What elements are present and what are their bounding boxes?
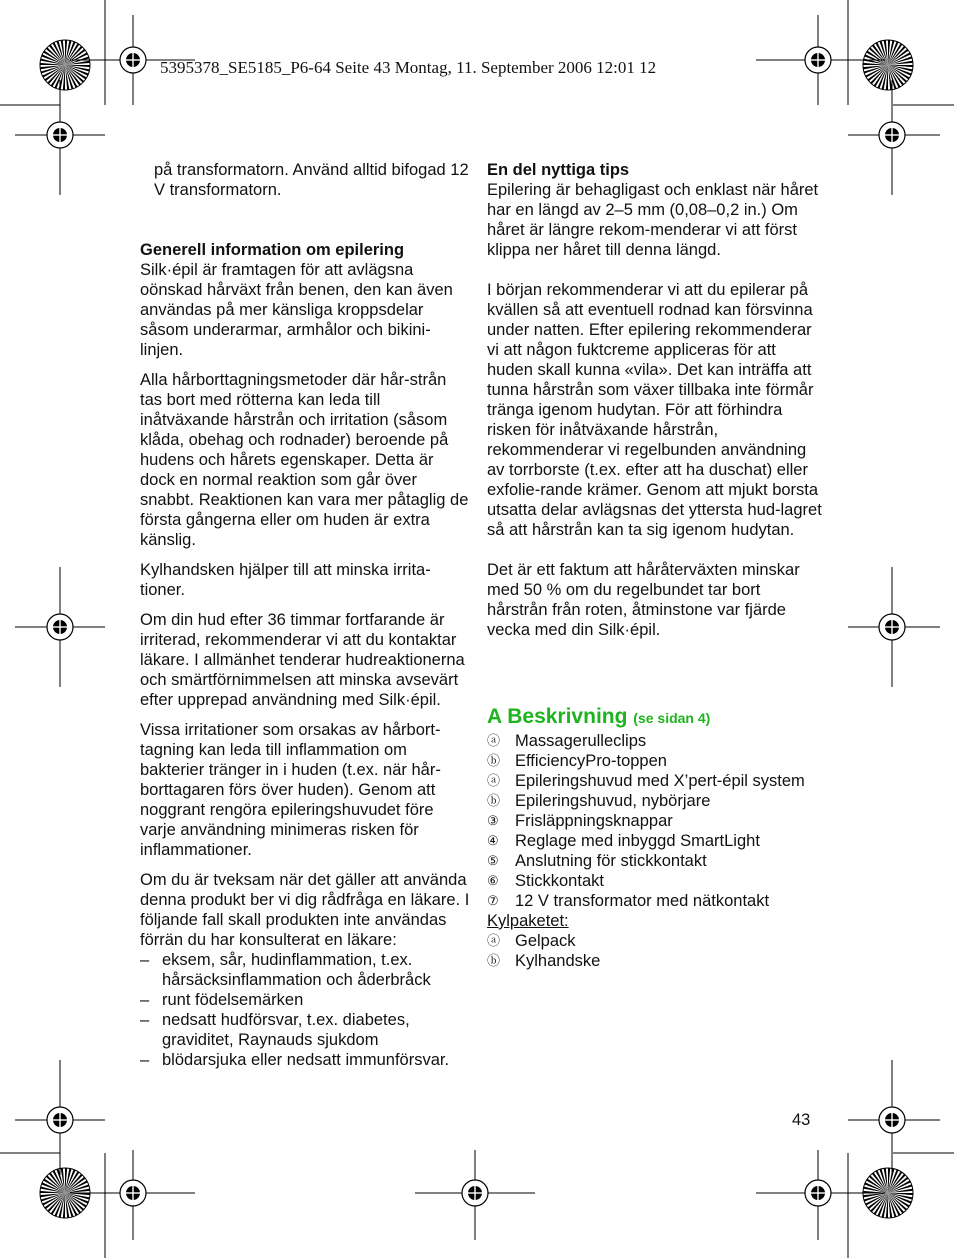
part-number: ⓐ [487, 773, 501, 788]
part-number: ③ [487, 813, 499, 828]
starburst-target [863, 40, 913, 90]
part-number: ⓑ [487, 753, 501, 768]
list-item: – eksem, sår, hudinflammation, t.ex. hårsäcksinflammation och åderbråck [140, 951, 431, 989]
paragraph: Kylhandsken hjälper till att minska irrita-tioner. [140, 561, 431, 599]
paragraph: Om du är tveksam när det gäller att använda denna produkt ber vi dig rådfråga en läkare. I följande fall skall produkten inte användas förrän du har konsulterat en läkare: [140, 871, 470, 949]
intro-text: på transformatorn. Använd alltid bifogad 12 V transformatorn. [154, 161, 469, 199]
paragraph: Det är ett faktum att håråterväxten minskar med 50 % om du regelbundet tar bort hårstrån från roten, åtminstone var fjärde vecka med din Silk·épil. [487, 561, 800, 639]
list-item: ⓐ Gelpack [487, 932, 576, 950]
list-item: ⓐ Epileringshuvud med X’pert-épil system [487, 772, 805, 790]
list-item: – runt födelsemärken [140, 991, 304, 1009]
list-item: ⓑ EfficiencyPro-toppen [487, 752, 667, 770]
list-item: – blödarsjuka eller nedsatt immunförsvar. [140, 1051, 450, 1069]
contraindication-list [140, 950, 470, 1070]
section-title-text: A Beskrivning [487, 705, 628, 728]
part-number: ⑥ [487, 873, 499, 888]
list-item: ⓑ Kylhandske [487, 952, 601, 970]
list-item: ⓐ Massagerulleclips [487, 732, 647, 750]
dash-bullet: – [140, 1051, 150, 1069]
general-info-heading: Generell information om epilering [140, 241, 405, 259]
part-number: ⓐ [487, 933, 501, 948]
section-page-ref: (se sidan 4) [633, 710, 711, 726]
paragraph: Silk·épil är framtagen för att avlägsna oönskad hårväxt från benen, den kan även användas på mer känsliga kroppsdelar såsom underarmar, armhålor och bikini-linjen. [140, 261, 453, 359]
paragraph: I början rekommenderar vi att du epilerar på kvällen så att eventuell rodnad kan försvinna under natten. Efter epilering rekommenderar vi att någon fuktcreme appliceras för att huden skall kunna «vila». Det kan inträffa att tunna hårstrån som växer tillbaka inte förmår tränga igenom hudytan. För att förhindra risken för inåtväxande hårstrån, rekommenderar vi regelbunden användning av torrborste (t.ex. efter att ha duschat) eller exfolie-rande krämer. Genom att mjukt borsta utsatta delar avlägsnas det yttersta hud-lagret så att hårstrån kan ta sig igenom hudytan. [487, 281, 822, 539]
parts-list [487, 731, 822, 911]
paragraph: Om din hud efter 36 timmar fortfarande är irriterad, rekommenderar vi att du kontaktar läkare. I allmänhet tenderar hudreaktionerna och smärtförnimmelsen att minska avsevärt efter upprepad användning med Silk·épil. [140, 611, 465, 709]
part-number: ④ [487, 833, 499, 848]
dash-bullet: – [140, 951, 150, 969]
part-number: ⓐ [487, 733, 501, 748]
starburst-target [40, 40, 90, 90]
print-slug: 5395378_SE5185_P6-64 Seite 43 Montag, 11. September 2006 12:01 12 [160, 58, 657, 77]
tips-heading: En del nyttiga tips [487, 161, 630, 179]
part-number: ⓑ [487, 793, 501, 808]
list-item: ③ Frisläppningsknappar [487, 812, 673, 830]
left-column [140, 160, 470, 1070]
cooling-pack-list [487, 931, 822, 971]
paragraph: Vissa irritationer som orsakas av hårbort-tagning kan leda till inflammation om bakterier tränger in i huden (t.ex. när hår-borttagaren förs över huden). Genom att noggrant rengöra epileringshuvudet före varje användning minimeras risken för inflammationer. [140, 721, 441, 859]
starburst-target [863, 1168, 913, 1218]
list-item: – nedsatt hudförsvar, t.ex. diabetes, graviditet, Raynauds sjukdom [140, 1011, 410, 1049]
right-column [487, 160, 822, 971]
part-number: ⑤ [487, 853, 499, 868]
page-number: 43 [792, 1111, 811, 1129]
starburst-target [40, 1168, 90, 1218]
paragraph: Epilering är behagligast och enklast när håret har en längd av 2–5 mm (0,08–0,2 in.) Om håret är längre rekom-menderar vi att först klippa ner håret till denna längd. [487, 181, 819, 259]
section-title [487, 704, 822, 731]
list-item: ⑥ Stickkontakt [487, 872, 604, 890]
dash-bullet: – [140, 1011, 150, 1029]
dash-bullet: – [140, 991, 150, 1009]
list-item: ⑤ Anslutning för stickkontakt [487, 852, 707, 870]
list-item: ⑦ 12 V transformator med nätkontakt [487, 892, 770, 910]
paragraph: Alla hårborttagningsmetoder där hår-strån tas bort med rötterna kan leda till inåtväxande hårstrån och irritation (såsom klåda, obehag och rodnader) beroende på hudens och hårets egenskaper. Detta är dock en normal reaktion som går över snabbt. Reaktionen kan vara mer påtaglig de första gångerna eller om huden är extra känslig. [140, 371, 469, 549]
list-item: ⓑ Epileringshuvud, nybörjare [487, 792, 711, 810]
part-number: ⓑ [487, 953, 501, 968]
part-number: ⑦ [487, 893, 499, 908]
list-item: ④ Reglage med inbyggd SmartLight [487, 832, 760, 850]
cooling-pack-label: Kylpaketet: [487, 912, 569, 930]
